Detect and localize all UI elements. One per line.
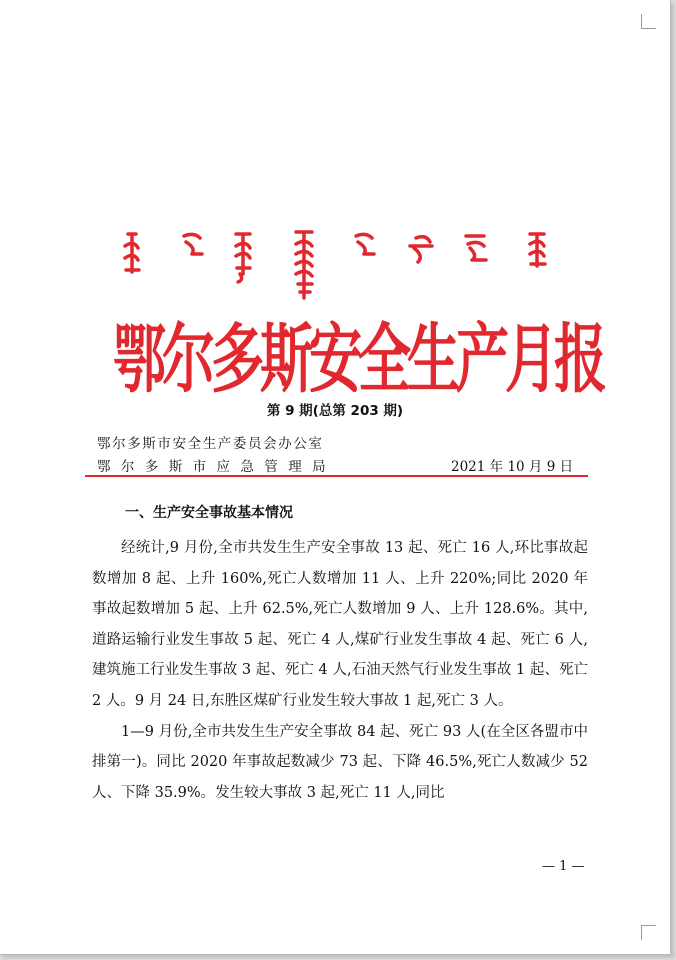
mongolian-word-4 — [296, 232, 312, 298]
paragraph: 1—9 月份,全市共发生生产安全事故 84 起、死亡 93 人(在全区各盟市中排第一)。同比 2020 年事故起数减少 73 起、下降 46.5%,死亡人数减少 52 人、下降 35.9%。发生较大事故 3 起,死亡 11 人,同比 — [92, 723, 588, 801]
issue-date: 2021 年 10 月 9 日 — [451, 459, 574, 475]
paragraph: 经统计,9 月份,全市共发生生产安全事故 13 起、死亡 16 人,环比事故起数增加 8 起、上升 160%,死亡人数增加 11 人、上升 220%;同比 2020 年事故起数增加 5 起、上升 62.5%,死亡人数增加 9 人、上升 128.6%。其中,道路运输行业发生事故 5 起、死亡 4 人,煤矿行业发生事故 4 起、死亡 6 人,建筑施工行业发生事故 3 起、死亡 4 人,石油天然气行业发生事故 1 起、死亡 2 人。9 月 24 日,东胜区煤矿行业发生较大事故 1 起,死亡 3 人。 — [92, 540, 588, 709]
mongolian-word-5 — [356, 234, 374, 254]
section-heading: 一、生产安全事故基本情况 — [125, 505, 293, 521]
mongolian-word-8 — [530, 234, 545, 266]
mongolian-word-3 — [236, 234, 250, 282]
mongolian-word-6 — [410, 237, 432, 262]
mongolian-script-title — [0, 226, 670, 306]
crop-mark-bottom-right — [641, 925, 656, 940]
red-divider — [85, 475, 588, 477]
issuing-office: 鄂尔多斯市安全生产委员会办公室 — [97, 436, 324, 452]
issuing-bureau: 鄂尔多斯市应急管理局 — [97, 459, 336, 475]
mongolian-word-2 — [184, 234, 202, 254]
issue-number: 第 9 期(总第 203 期) — [266, 403, 404, 419]
body-text — [92, 533, 588, 808]
mongolian-word-1 — [125, 234, 139, 272]
page-number: — 1 — — [542, 859, 585, 874]
masthead-title: 鄂尔多斯安全生产月报 — [113, 317, 603, 404]
crop-mark-top-right — [641, 14, 656, 29]
mongolian-word-7 — [466, 236, 486, 260]
